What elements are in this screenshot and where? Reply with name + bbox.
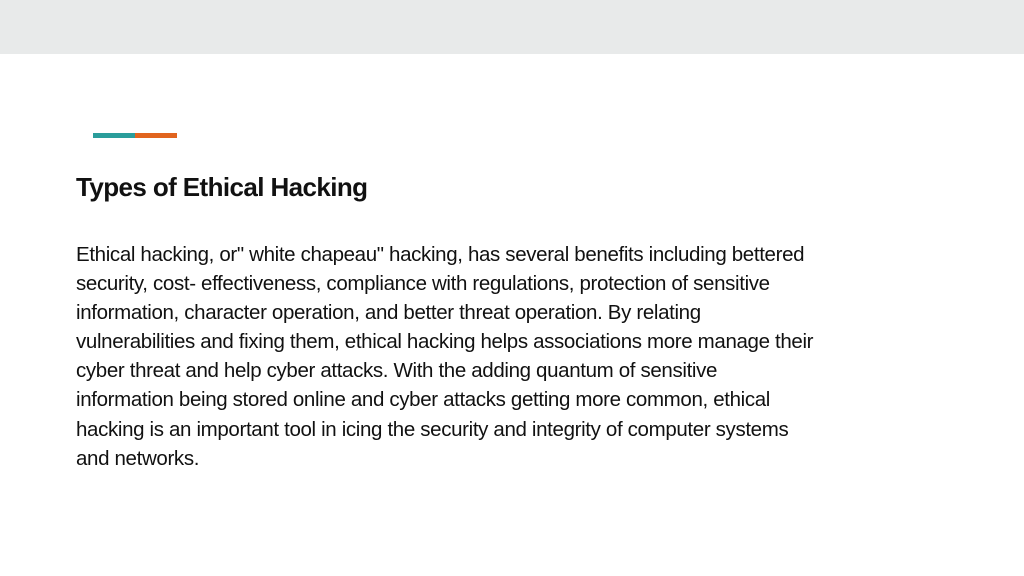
title-accent-bar (93, 133, 177, 138)
top-header-band (0, 0, 1024, 54)
slide-title: Types of Ethical Hacking (76, 172, 368, 202)
accent-segment-orange (135, 133, 177, 138)
slide-body-text: Ethical hacking, or" white chapeau" hacking, has several benefits including bettered security, cost- effectiveness, compliance with regulations, protection of sensitive information, character operation, and better threat operation. By relating vulnerabilities and fixing them, ethical hacking helps associations more manage their cyber threat and help cyber attacks. With the adding quantum of sensitive information being stored online and cyber attacks getting more common, ethical hacking is an important tool in icing the security and integrity of computer systems and networks. (76, 243, 814, 470)
accent-segment-teal (93, 133, 135, 138)
